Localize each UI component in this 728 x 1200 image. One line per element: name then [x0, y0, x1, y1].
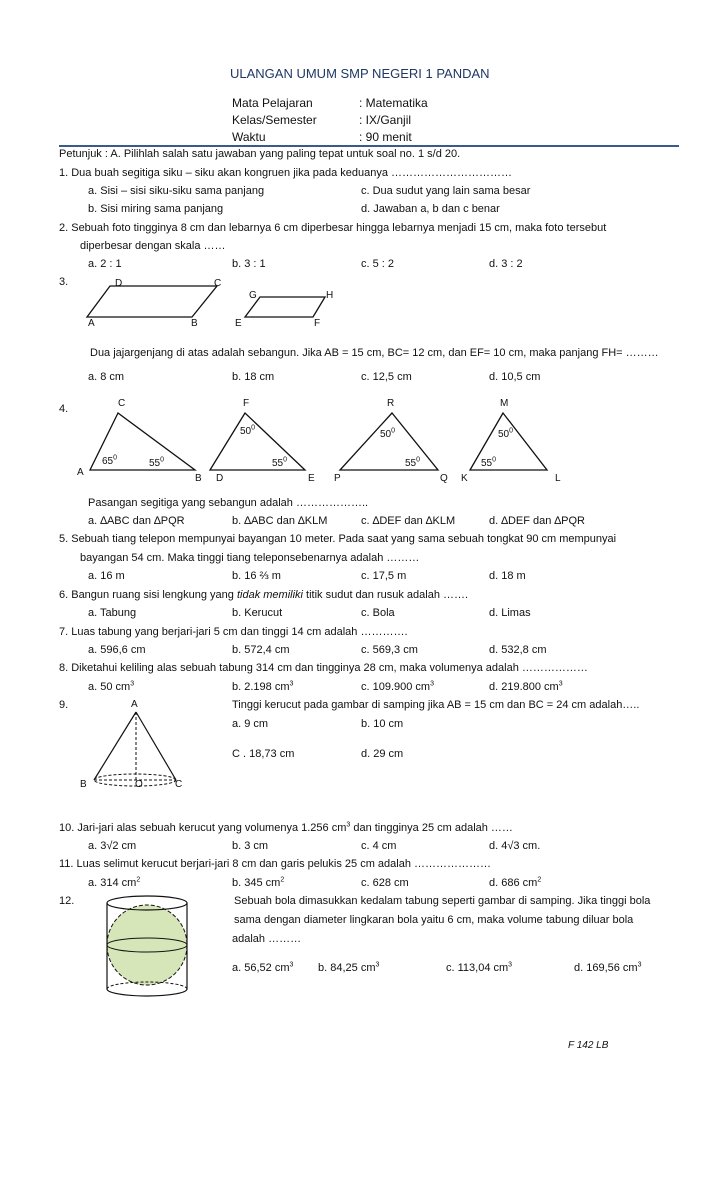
q8-option-a: a. 50 $cm^3$ [88, 680, 135, 693]
q8-option-b: b. 2.198 $cm^3$ [232, 680, 294, 693]
q3-label-b: B [191, 318, 198, 329]
q1-option-b: b. Sisi miring sama panjang [88, 203, 224, 215]
q12-number: 12. [59, 895, 75, 907]
q5-option-c: c. 17,5 m [361, 570, 407, 582]
q10-option-d: d. 4√3 cm. [489, 840, 541, 852]
q12-text-line2: sama dengan diameter lingkaran bola yaitu 6 cm, maka volume tabung diluar bola [234, 914, 634, 926]
q12-option-d: d. 169,56 $cm^3$ [574, 961, 642, 974]
q8-option-d: d. 219.800 $cm^3$ [489, 680, 563, 693]
q4-label-f: F [243, 398, 250, 409]
cone-slant-right [136, 712, 176, 780]
q7-option-b: b. 572,4 cm [232, 644, 290, 656]
q4-label-a: A [77, 467, 84, 478]
q3-label-f: F [314, 318, 321, 329]
q3-text: Dua jajargenjang di atas adalah sebangun. Jika AB = 15 cm, BC= 12 cm, dan EF= 10 cm, maka panjang FH= ……… [90, 347, 659, 359]
q9-option-b: b. 10 cm [361, 718, 404, 730]
q4-label-l: L [555, 473, 561, 484]
q12-sphere-in-cylinder-figure [100, 893, 196, 1003]
q4-angle-k: $55^0$ [481, 456, 497, 469]
q11-option-d: d. 686 $cm^2$ [489, 876, 542, 889]
q12-option-b: b. 84,25 $cm^3$ [318, 961, 380, 974]
q5-text-line2: bayangan 54 cm. Maka tinggi tiang teleponsebenarnya adalah ……… [80, 552, 420, 564]
q6-option-c: c. Bola [361, 607, 395, 619]
q4-angle-m: $50^0$ [498, 427, 514, 440]
q3-option-a: a. 8 cm [88, 371, 125, 383]
q4-label-k: K [461, 473, 468, 484]
q6-option-d: d. Limas [489, 607, 531, 619]
q4-option-c: c. ∆DEF dan ∆KLM [361, 515, 456, 527]
q5-option-a: a. 16 m [88, 570, 125, 582]
q4-angle-f: $50^0$ [240, 424, 256, 437]
triangle-pqr [340, 413, 438, 470]
parallelogram-efgh [245, 297, 325, 317]
header-label-class: Kelas/Semester [232, 113, 317, 127]
q3-label-c: C [214, 278, 222, 289]
q4-label-r: R [387, 398, 395, 409]
q4-label-q: Q [440, 473, 448, 484]
q3-label-h: H [326, 290, 334, 301]
header-label-subject: Mata Pelajaran [232, 96, 313, 110]
q5-option-d: d. 18 m [489, 570, 526, 582]
q4-option-d: d. ∆DEF dan ∆PQR [489, 515, 585, 527]
header-divider [59, 145, 679, 147]
q4-angle-b: $55^0$ [149, 456, 165, 469]
q9-label-b: B [80, 779, 87, 790]
q7-option-c: c. 569,3 cm [361, 644, 418, 656]
q11-text: 11. Luas selimut kerucut berjari-jari 8 cm dan garis pelukis 25 cm adalah ………………… [59, 858, 492, 870]
q1-option-c: c. Dua sudut yang lain sama besar [361, 185, 531, 197]
q10-option-a: a. 3√2 cm [88, 840, 137, 852]
instructions: Petunjuk : A. Pilihlah salah satu jawaban yang paling tepat untuk soal no. 1 s/d 20. [59, 148, 461, 160]
q2-option-a: a. 2 : 1 [88, 258, 122, 270]
q4-label-p: P [334, 473, 341, 484]
q10-text: 10. Jari-jari alas sebuah kerucut yang volumenya 1.256 $cm^3$ dan tingginya 25 cm adalah …… [59, 821, 513, 834]
q1-text: 1. Dua buah segitiga siku – siku akan kongruen jika pada keduanya …………………………… [59, 167, 513, 179]
q3-label-a: A [88, 318, 95, 329]
q8-option-c: c. 109.900 $cm^3$ [361, 680, 434, 693]
page-footer-code: F 142 LB [568, 1040, 609, 1051]
q12-text-line1: Sebuah bola dimasukkan kedalam tabung seperti gambar di samping. Jika tinggi bola [234, 895, 651, 907]
q10-option-b: b. 3 cm [232, 840, 269, 852]
q5-text-line1: 5. Sebuah tiang telepon mempunyai bayangan 10 meter. Pada saat yang sama sebuah tongkat 90 cm mempunyai [59, 533, 617, 545]
q12-option-a: a. 56,52 $cm^3$ [232, 961, 294, 974]
q4-angle-a: $65^0$ [102, 454, 118, 467]
q4-option-a: a. ∆ABC dan ∆PQR [88, 515, 185, 527]
q4-label-c: C [118, 398, 126, 409]
q3-option-d: d. 10,5 cm [489, 371, 541, 383]
q2-option-c: c. 5 : 2 [361, 258, 395, 270]
q4-label-e: E [308, 473, 315, 484]
q3-label-d: D [115, 278, 123, 289]
q11-option-a: a. 314 $cm^2$ [88, 876, 141, 889]
q9-option-c: C . 18,73 cm [232, 748, 295, 760]
q3-option-c: c. 12,5 cm [361, 371, 412, 383]
q12-option-c: c. 113,04 $cm^3$ [446, 961, 513, 974]
q4-angle-q: $55^0$ [405, 456, 421, 469]
q3-label-g: G [249, 290, 257, 301]
q2-option-d: d. 3 : 2 [489, 258, 523, 270]
q8-text: 8. Diketahui keliling alas sebuah tabung 314 cm dan tingginya 28 cm, maka volumenya adalah ……………… [59, 662, 588, 674]
q4-number: 4. [59, 403, 69, 415]
q4-label-m: M [500, 398, 509, 409]
q2-option-b: b. 3 : 1 [232, 258, 266, 270]
cylinder-bottom-front [107, 989, 187, 996]
q3-number: 3. [59, 276, 69, 288]
q9-number: 9. [59, 699, 69, 711]
q4-option-b: b. ∆ABC dan ∆KLM [232, 515, 328, 527]
q4-text: Pasangan segitiga yang sebangun adalah ……………….. [88, 497, 369, 509]
q4-label-b: B [195, 473, 202, 484]
q6-option-b: b. Kerucut [232, 607, 283, 619]
header-value-class: : IX/Ganjil [359, 113, 412, 127]
q9-text: Tinggi kerucut pada gambar di samping jika AB = 15 cm dan BC = 24 cm adalah….. [232, 699, 640, 711]
q10-option-c: c. 4 cm [361, 840, 397, 852]
q4-angle-e: $55^0$ [272, 456, 288, 469]
q6-option-a: a. Tabung [88, 607, 137, 619]
q9-label-a: A [131, 699, 138, 710]
triangle-def [210, 413, 305, 470]
q9-label-o: O [135, 779, 143, 790]
header-value-subject: : Matematika [359, 96, 428, 110]
page-title: ULANGAN UMUM SMP NEGERI 1 PANDAN [230, 66, 490, 81]
q2-text-line1: 2. Sebuah foto tingginya 8 cm dan lebarnya 6 cm diperbesar hingga lebarnya menjadi 15 cm, maka foto tersebut [59, 222, 607, 234]
q1-option-d: d. Jawaban a, b dan c benar [361, 203, 500, 215]
q3-label-e: E [235, 318, 242, 329]
cone-slant-left [94, 712, 136, 780]
q11-option-c: c. 628 cm [361, 877, 409, 889]
q4-triangles-figure [60, 405, 580, 475]
q9-label-c: C [175, 779, 183, 790]
q4-angle-r: $50^0$ [380, 427, 396, 440]
header-label-time: Waktu [232, 130, 266, 144]
q4-label-d: D [216, 473, 224, 484]
header-value-time: : 90 menit [359, 130, 412, 144]
q12-text-line3: adalah ……… [232, 933, 302, 945]
q7-option-d: d. 532,8 cm [489, 644, 547, 656]
q3-option-b: b. 18 cm [232, 371, 275, 383]
q9-option-a: a. 9 cm [232, 718, 269, 730]
q7-text: 7. Luas tabung yang berjari-jari 5 cm dan tinggi 14 cm adalah …………. [59, 626, 408, 638]
q6-text: 6. Bangun ruang sisi lengkung yang tidak memiliki titik sudut dan rusuk adalah ……. [59, 589, 469, 601]
parallelogram-abcd [87, 286, 217, 317]
q11-option-b: b. 345 $cm^2$ [232, 876, 285, 889]
q9-option-d: d. 29 cm [361, 748, 404, 760]
q2-text-line2: diperbesar dengan skala …… [80, 240, 226, 252]
sphere [107, 905, 187, 985]
q7-option-a: a. 596,6 cm [88, 644, 146, 656]
q1-option-a: a. Sisi – sisi siku-siku sama panjang [88, 185, 265, 197]
q5-option-b: b. 16 ⅔ m [232, 570, 281, 582]
